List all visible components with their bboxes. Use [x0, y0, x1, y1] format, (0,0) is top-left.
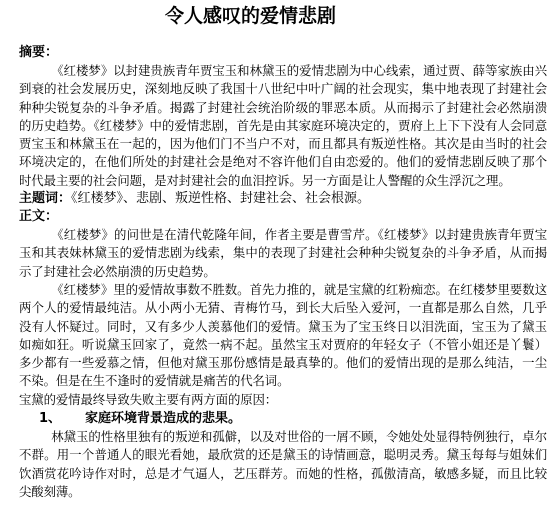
- abstract-label: 摘要：: [19, 45, 59, 60]
- section-title: 家庭环境背景造成的悲果。: [85, 411, 242, 427]
- section-heading: [19, 409, 547, 428]
- body-paragraph: 《红楼梦》的问世是在清代乾隆年间，作者主要是曹雪芹。《红楼梦》以封建贵族青年贾宝玉和其表妹林黛玉的爱情悲剧为线索，集中的表现了封建社会种种尖锐复杂的斗争矛盾，从而揭示了封建社会必然崩溃的历史趋势。: [19, 227, 547, 279]
- body-label: 正文：: [19, 209, 59, 225]
- abstract-paragraph: 《红楼梦》以封建贵族青年贾宝玉和林黛玉的爱情悲剧为中心线索，通过贾、薛等家族由兴到衰的社会发展历史，深刻地反映了我国十八世纪中叶广阔的社会现实，集中地表现了封建社会种种尖锐复杂的斗争矛盾。揭露了封建社会统治阶级的罪恶本质。从而揭示了封建社会必然崩溃的历史趋势。《红楼梦》中的爱情悲剧，首先是由其家庭环境决定的，贾府上上下下没有人会同意贾宝玉和林黛玉在一起的，因为他们门不当户不对，而且都具有叛逆性格。其次是由当时的社会环境决定的，在他们所处的封建社会是绝对不容许他们自由恋爱的。他们的爱情悲剧反映了那个时代最主要的社会问题，是对封建社会的血泪控诉。另一方面是让人警醒的众生浮沉之理。: [19, 63, 547, 188]
- document-title: 令人感叹的爱情悲剧: [165, 5, 337, 27]
- body-paragraph: 林黛玉的性格里独有的叛逆和孤僻，以及对世俗的一屑不顾，令她处处显得特例独行，卓尔不群。用一个普通人的眼光看她，最欣赏的还是黛玉的诗情画意，聪明灵秀。黛玉每每与姐妹们饮酒赏花吟诗作对时，总是才气逼人，艺压群芳。而她的性格，孤傲清高，敏感多疑，而且比较尖酸刻薄。: [19, 429, 547, 499]
- section-number: 1、: [39, 411, 62, 427]
- keywords-label: 主题词：: [19, 191, 72, 207]
- body-paragraph: 宝黛的爱情最终导致失败主要有两方面的原因：: [19, 391, 278, 407]
- keywords-line: [19, 190, 547, 208]
- body-paragraph: 《红楼梦》里的爱情故事数不胜数。首先力推的，就是宝黛的红粉痴恋。在红楼梦里要数这两个人的爱情最纯洁。从小两小无猜、青梅竹马，到长大后坠入爱河，一直都是那么自然，几乎没有人怀疑过。同时，又有多少人羡慕他们的爱情。黛玉为了宝玉终日以泪洗面，宝玉为了黛玉如痴如狂。听说黛玉回家了，竟然一病不起。虽然宝玉对贾府的年轻女子（不管小姐还是丫鬟）多少都有一些爱慕之情，但他对黛玉那份感情是最真挚的。他们的爱情出现的是那么纯洁，一尘不染。但是在生不逢时的爱情就是痛苦的代名词。: [19, 281, 547, 389]
- keywords-text: 《红楼梦》、悲剧、叛逆性格、封建社会、社会根源。: [71, 191, 371, 207]
